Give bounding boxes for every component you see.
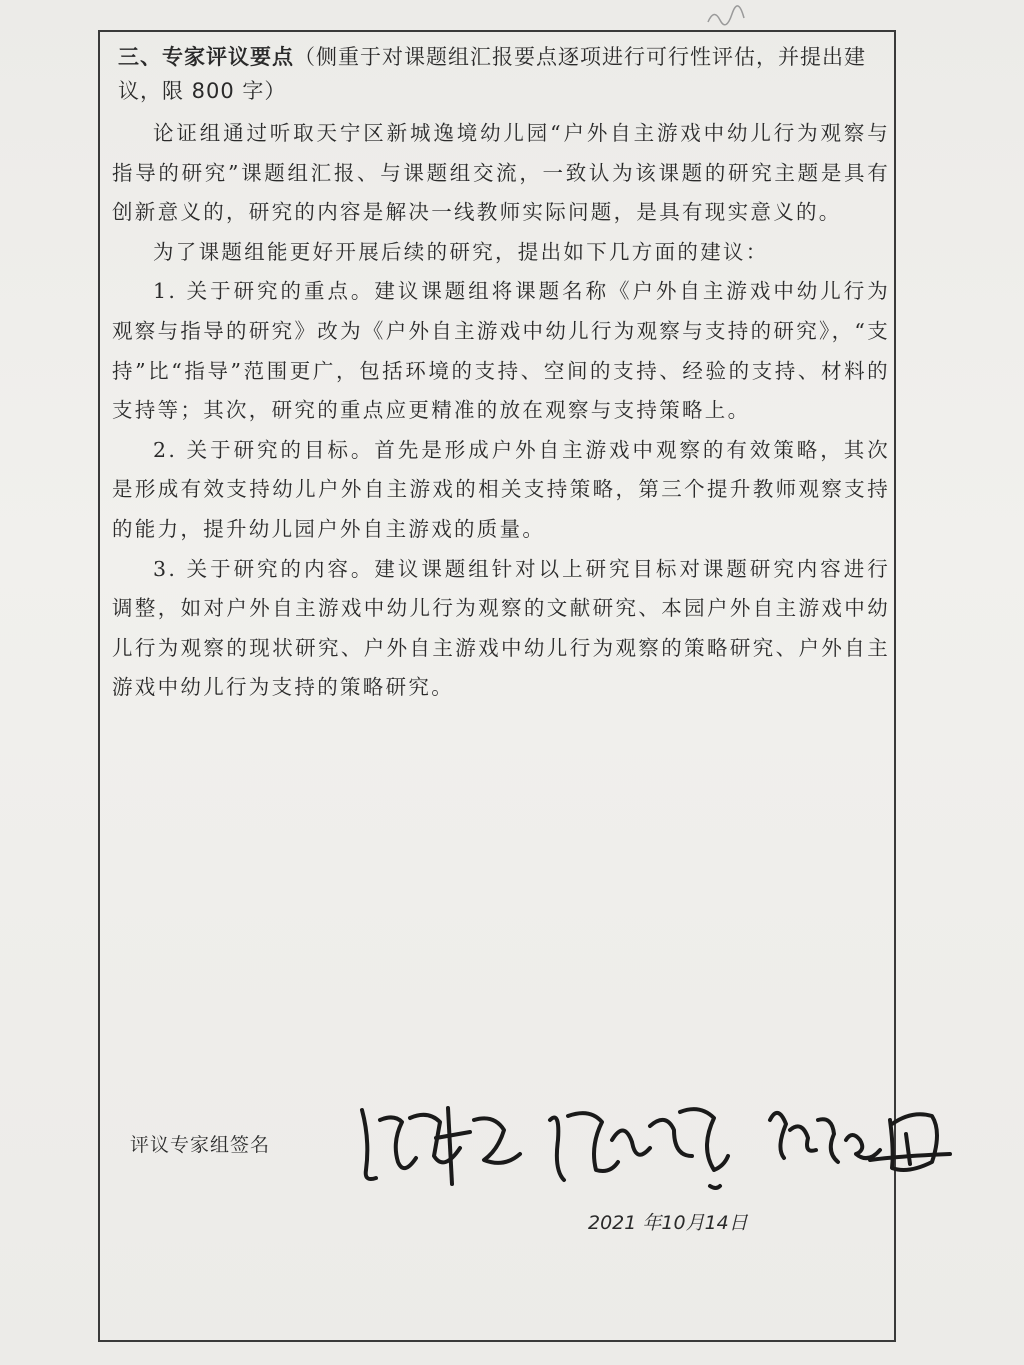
signature-label: 评议专家组签名: [130, 1134, 271, 1156]
pen-mark: [700, 0, 760, 30]
paragraph-point-2: 2. 关于研究的目标。首先是形成户外自主游戏中观察的有效策略，其次是形成有效支持幼儿户外自主游戏的相关支持策略，第三个提升教师观察支持的能力，提升幼儿园户外自主游戏的质量。: [112, 437, 890, 541]
paragraph-point-3: 3. 关于研究的内容。建议课题组针对以上研究目标对课题研究内容进行调整，如对户外自主游戏中幼儿行为观察的文献研究、本园户外自主游戏中幼儿行为观察的现状研究、户外自主游戏中幼儿行为观察的策略研究、户外自主游戏中幼儿行为支持的策略研究。: [112, 556, 890, 700]
section-note-line2: 议，限 800 字）: [118, 79, 287, 103]
paragraph-suggestions: 为了课题组能更好开展后续的研究，提出如下几方面的建议：: [153, 239, 769, 264]
section-title: 三、专家评议要点: [118, 45, 294, 69]
paragraph-intro: 论证组通过听取天宁区新城逸境幼儿园“户外自主游戏中幼儿行为观察与指导的研究”课题组汇报、与课题组交流，一致认为该课题的研究主题是具有创新意义的，研究的内容是解决一线教师实际问题，是具有现实意义的。: [112, 121, 890, 225]
handwritten-signatures: [350, 1090, 970, 1220]
signature-date: 2021 年10月14日: [588, 1212, 748, 1234]
review-body: [112, 114, 890, 708]
section-note-line1: （侧重于对课题组汇报要点逐项进行可行性评估，并提出建: [294, 45, 866, 69]
paragraph-point-1: 1. 关于研究的重点。建议课题组将课题名称《户外自主游戏中幼儿行为观察与指导的研究》改为《户外自主游戏中幼儿行为观察与支持的研究》，“支持”比“指导”范围更广，包括环境的支持、空间的支持、经验的支持、材料的支持等；其次，研究的重点应更精准的放在观察与支持策略上。: [112, 279, 890, 423]
section-heading: [118, 40, 888, 108]
